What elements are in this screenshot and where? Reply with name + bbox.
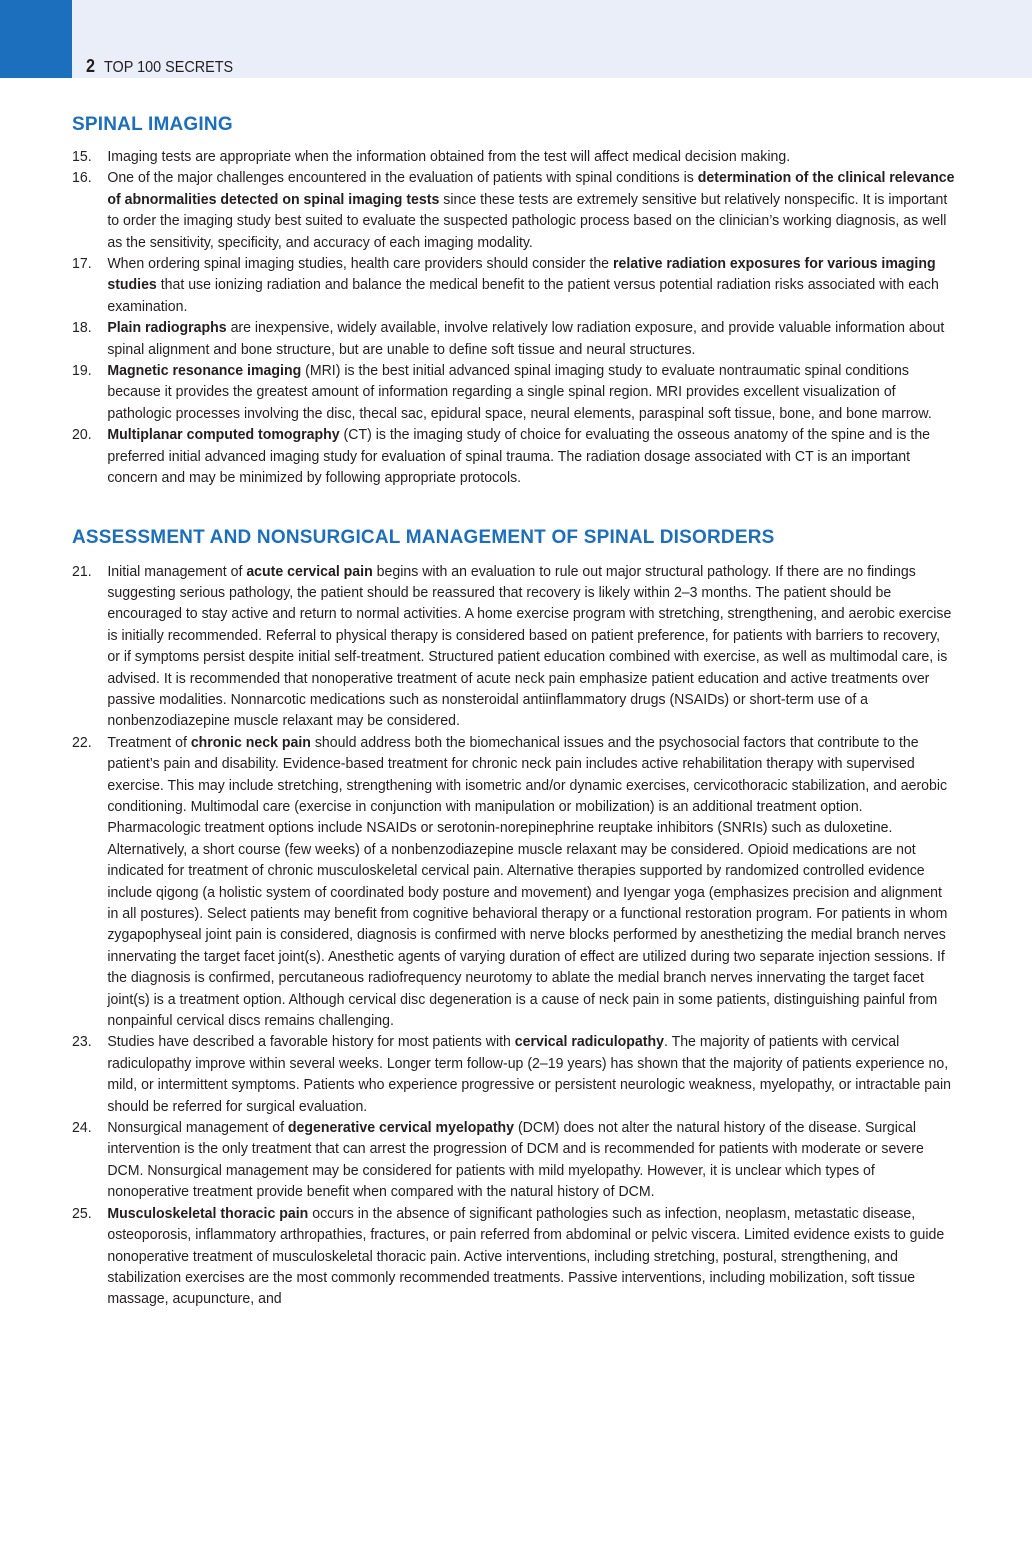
key-term: Plain radiographs — [107, 319, 227, 337]
list-item — [72, 167, 956, 253]
item-number: 17. — [72, 255, 92, 273]
list-item — [72, 146, 956, 167]
key-term: degenerative cervical myelopathy — [287, 1119, 515, 1137]
list-item — [72, 253, 956, 317]
key-term: Magnetic resonance imaging — [107, 362, 302, 380]
page-number: 2 — [86, 56, 96, 76]
list-item — [72, 1203, 956, 1310]
item-text: begins with an evaluation to rule out major structural pathology. If there are no findings suggesting serious pathology, the patient should be reassured that recovery is likely within 2–3 months. The patient should be encouraged to stay active and return to normal activities. A home exercise program with stretching, strengthening, and aerobic exercise is initially recommended. Referral to physical therapy is considered based on patient preference, for patients with barriers to recovery, or if symptoms persist despite initial self-treatment. Structured patient education combined with exercise, as well as multimodal care, is advised. It is recommended that nonoperative treatment of acute neck pain emphasize patient education and active treatments over passive modalities. Nonnarcotic medications such as nonsteroidal antiinflammatory drugs (NSAIDs) or short-term use of a nonbenzodiazepine muscle relaxant may be considered. — [107, 562, 952, 730]
header-text — [86, 56, 233, 80]
item-number: 24. — [72, 1119, 92, 1137]
item-number: 25. — [72, 1204, 92, 1222]
item-text: (MRI) is the best initial advanced spinal imaging study to evaluate nontraumatic spinal conditions because it provides the greatest amount of information regarding a single spinal region. MRI provides excellent visualization of pathologic processes involving the disc, thecal sac, epidural space, neural elements, paraspinal soft tissue, bone, and bone marrow. — [107, 362, 932, 422]
key-term: chronic neck pain — [190, 733, 311, 751]
item-number: 22. — [72, 733, 92, 751]
chapter-tab — [0, 0, 72, 78]
list-item — [72, 424, 956, 488]
key-term: Multiplanar computed tomography — [107, 426, 340, 444]
running-title: TOP 100 SECRETS — [104, 59, 234, 76]
key-term: Musculoskeletal thoracic pain — [107, 1204, 309, 1222]
item-text: One of the major challenges encountered in the evaluation of patients with spinal conditions is — [107, 169, 698, 187]
item-list-assessment — [72, 561, 952, 1310]
item-text: Nonsurgical management of — [107, 1119, 288, 1137]
item-text: Treatment of — [107, 733, 191, 751]
key-term: acute cervical pain — [246, 562, 373, 580]
list-item — [72, 561, 956, 732]
list-item — [72, 317, 956, 360]
item-text: (CT) is the imaging study of choice for evaluating the osseous anatomy of the spine and is the preferred initial advanced imaging study for evaluation of spinal trauma. The radiation dosage associated with CT is an important concern and may be minimized by following appropriate protocols. — [107, 426, 931, 487]
item-number: 16. — [72, 169, 92, 187]
key-term: cervical radiculopathy — [514, 1033, 664, 1051]
item-number: 23. — [72, 1033, 92, 1051]
item-text: Initial management of — [107, 562, 247, 580]
section-heading-assessment: ASSESSMENT AND NONSURGICAL MANAGEMENT OF SPINAL DISORDERS — [72, 526, 775, 548]
item-text: . The majority of patients with cervical radiculopathy improve within several weeks. Longer term follow-up (2–19 years) has shown that the majority of patients experience no, mild, or intermittent symptoms. Patients who experience progressive or persistent neurologic weakness, myelopathy, or intractable pain should be referred for surgical evaluation. — [107, 1033, 952, 1115]
item-text: (DCM) does not alter the natural history of the disease. Surgical intervention is the only treatment that can arrest the progression of DCM and is recommended for patients with moderate or severe DCM. Nonsurgical management may be considered for patients with mild myelopathy. However, it is unclear which types of nonoperative treatment provide benefit when compared with the natural history of DCM. — [107, 1119, 924, 1201]
item-text: Studies have described a favorable history for most patients with — [107, 1033, 515, 1051]
item-text: should address both the biomechanical issues and the psychosocial factors that contribute to the patient’s pain and disability. Evidence-based treatment for chronic neck pain includes active rehabilitation therapy with supervised exercise. This may include stretching, strengthening with isometric and/or dynamic exercises, cervicothoracic stabilization, and aerobic conditioning. Multimodal care (exercise in conjunction with manipulation or mobilization) is an additional treatment option. Pharmacologic treatment options include NSAIDs or serotonin-norepinephrine reuptake inhibitors (SNRIs) such as duloxetine. Alternatively, a short course (few weeks) of a nonbenzodiazepine muscle relaxant may be considered. Opioid medications are not indicated for treatment of chronic musculoskeletal cervical pain. Alternative therapies supported by randomized controlled evidence include qigong (a holistic system of coordinated body posture and movement) and Iyengar yoga (emphasizes precision and alignment in all postures). Select patients may benefit from cognitive behavioral therapy or a functional restoration program. For patients in whom zygapophyseal joint pain is considered, diagnosis is confirmed with nerve blocks performed by anesthetizing the medial branch nerves innervating the target facet joint(s). Anesthetic agents of varying duration of effect are utilized during two separate injection sessions. If the diagnosis is confirmed, percutaneous radiofrequency neurotomy to ablate the medial branch nerves innervating the target facet joint(s) is a treatment option. Although cervical disc degeneration is a cause of neck pain in some patients, distinguishing painful from nonpainful cervical discs remains challenging. — [107, 733, 948, 1030]
item-text: are inexpensive, widely available, involve relatively low radiation exposure, and provide valuable information about spinal alignment and bone structure, but are unable to define soft tissue and neural structures. — [107, 319, 945, 358]
item-text: that use ionizing radiation and balance the medical benefit to the patient versus potential radiation risks associated with each examination. — [107, 276, 939, 315]
item-list-spinal-imaging — [72, 146, 955, 489]
item-number: 15. — [72, 148, 92, 165]
key-term: determination of the clinical relevance of abnormalities detected on spinal imaging tests — [107, 169, 955, 208]
key-term: relative radiation exposures for various imaging studies — [107, 255, 936, 294]
list-item — [72, 360, 956, 424]
item-number: 19. — [72, 362, 92, 380]
item-number: 21. — [72, 562, 92, 580]
item-text: When ordering spinal imaging studies, health care providers should consider the — [107, 255, 613, 273]
item-text: occurs in the absence of significant pathologies such as infection, neoplasm, metastatic disease, osteoporosis, inflammatory arthropathies, fractures, or pain referred from abdominal or pelvic viscera. Limited evidence exists to guide nonoperative treatment of musculoskeletal thoracic pain. Active interventions, including stretching, postural, strengthening, and stabilization exercises are the most commonly recommended treatments. Passive interventions, including mobilization, soft tissue massage, acupuncture, and — [107, 1204, 945, 1308]
list-item — [72, 1031, 956, 1117]
list-item — [72, 1117, 956, 1203]
item-text: Imaging tests are appropriate when the information obtained from the test will affect medical decision making. — [107, 148, 791, 165]
item-text: since these tests are extremely sensitive but relatively nonspecific. It is important to order the imaging study best suited to evaluate the suspected pathologic process based on the clinician’s working diagnosis, as well as the sensitivity, specificity, and accuracy of each imaging modality. — [107, 190, 948, 251]
item-number: 20. — [72, 426, 92, 444]
item-number: 18. — [72, 319, 92, 337]
section-heading-spinal-imaging: SPINAL IMAGING — [72, 114, 233, 135]
page-body — [72, 112, 955, 1310]
list-item — [72, 732, 956, 1032]
